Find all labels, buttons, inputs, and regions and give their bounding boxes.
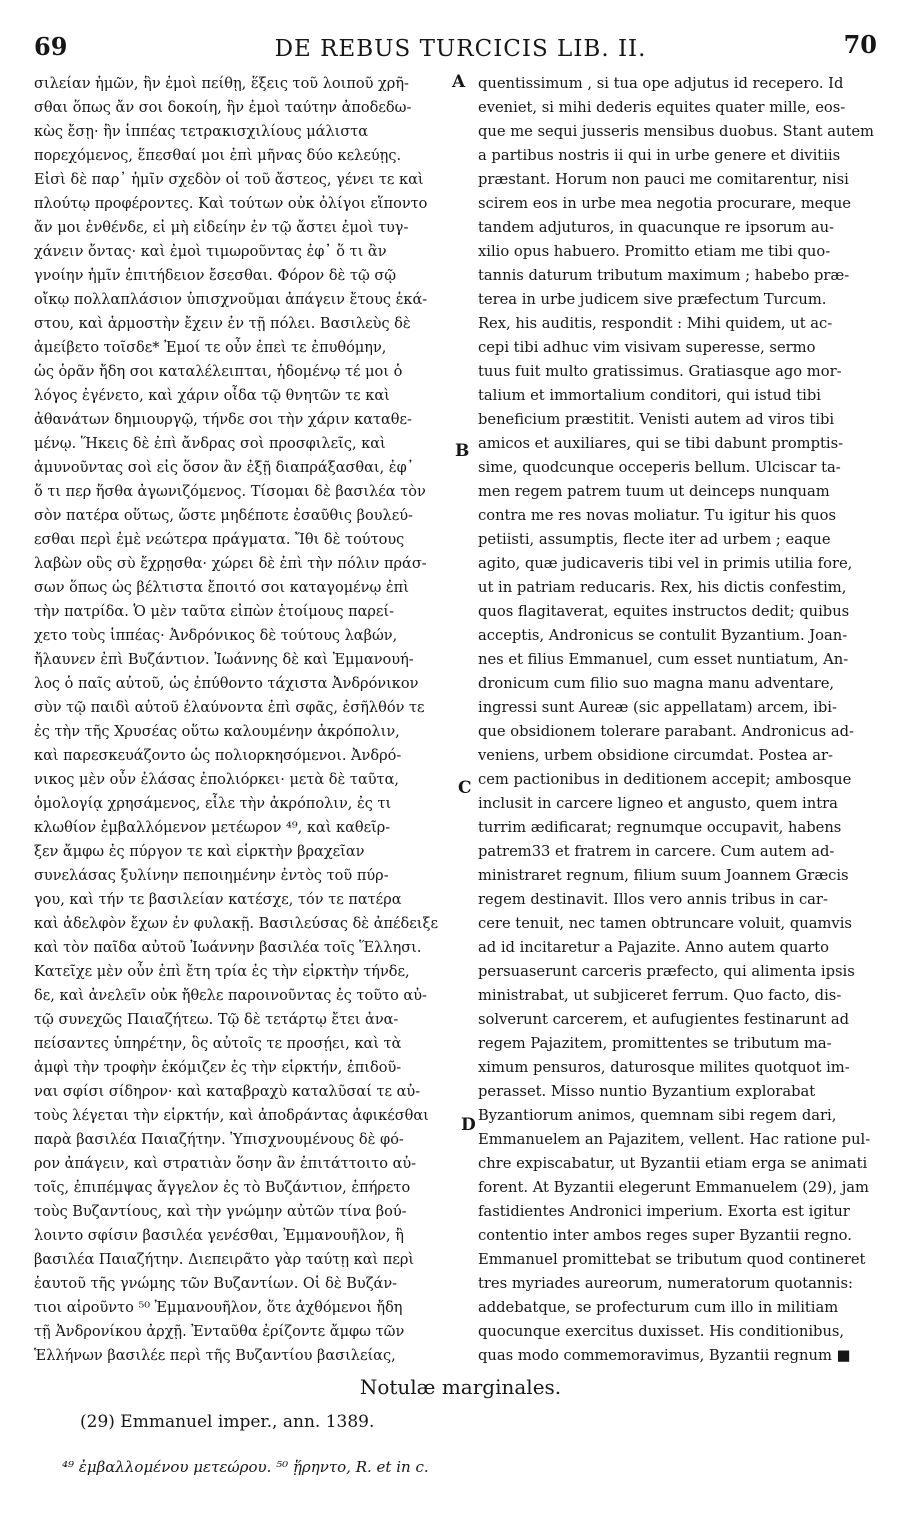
latin-text-line: beneficium præstitit. Venisti autem ad viros tibi	[478, 411, 835, 428]
section-marker-d: D	[461, 1115, 476, 1135]
latin-text-line: talium et immortalium conditori, qui istud tibi	[478, 387, 821, 404]
latin-text-line: perasset. Misso nuntio Byzantium explorabat	[478, 1083, 816, 1100]
latin-text-line: acceptis, Andronicus se contulit Byzantium. Joan-	[478, 627, 848, 644]
greek-text-line: οἴκῳ πολλαπλάσιον ὑπισχνοῦμαι ἀπάγειν ἔτους ἑκά-	[34, 292, 428, 308]
greek-text-line: σὸν πατέρα οὕτως, ὥστε μηδέποτε ἐσαῦθις βουλεύ-	[34, 508, 413, 524]
greek-text-line: τοὺς Βυζαντίους, καὶ τὴν γνώμην αὐτῶν τίνα βού-	[34, 1204, 407, 1220]
latin-text-line: Emmanuelem an Pajazitem, vellent. Hac ratione pul-	[478, 1131, 871, 1148]
latin-text-line: ingressi sunt Aureæ (sic appellatam) arcem, ibi-	[478, 699, 837, 716]
greek-text-line: τιοι αἱροῦντο ⁵⁰ Ἐμμανουῆλον, ὅτε ἀχθόμενοι ἤδη	[34, 1300, 403, 1316]
page-number-right: 70	[843, 30, 877, 59]
latin-text-line: quos flagitaverat, equites instructos dedit; quibus	[478, 603, 850, 620]
latin-text-line: scirem eos in urbe mea negotia procurare, meque	[478, 195, 851, 212]
greek-text-line: σιλείαν ἡμῶν, ἣν ἐμοὶ πείθῃ, ἕξεις τοῦ λοιποῦ χρῆ-	[34, 76, 409, 92]
page-number-left: 69	[34, 32, 68, 61]
latin-text-line: men regem patrem tuum ut deinceps nunquam	[478, 483, 830, 500]
latin-text-line: contra me res novas moliatur. Tu igitur his quos	[478, 507, 837, 524]
page-header	[0, 30, 921, 70]
latin-text-line: tandem adjuturos, in quacunque re ipsorum au-	[478, 219, 835, 236]
latin-text-line: fastidientes Andronici imperium. Exorta est igitur	[478, 1203, 850, 1220]
latin-text-line: addebatque, se profecturum cum illo in militiam	[478, 1299, 839, 1316]
section-marker-c: C	[458, 778, 472, 798]
latin-text-line: tres myriades aureorum, numeratorum quotannis:	[478, 1275, 853, 1292]
latin-text-line: Emmanuel promittebat se tributum quod contineret	[478, 1251, 866, 1268]
greek-text-line: λος ὁ παῖς αὐτοῦ, ὡς ἐπύθοντο τάχιστα Ἀνδρόνικον	[34, 676, 419, 692]
latin-text-line: xilio opus habuero. Promitto etiam me tibi quo-	[478, 243, 831, 260]
greek-text-line: νικος μὲν οὖν ἐλάσας ἐπολιόρκει· μετὰ δὲ ταῦτα,	[34, 772, 399, 788]
latin-text-line: sime, quodcunque occeperis bellum. Ulciscar ta-	[478, 459, 841, 476]
latin-text-line: ad id incitaretur a Pajazite. Anno autem quarto	[478, 939, 830, 956]
greek-text-line: δε, καὶ ἀνελεῖν οὐκ ἤθελε παροινοῦντας ἐς τοῦτο αὐ-	[34, 988, 427, 1004]
greek-text-line: ἐς τὴν τῆς Χρυσέας οὕτω καλουμένην ἀκρόπολιν,	[34, 724, 400, 740]
greek-text-line: ὅ τι περ ἥσθα ἀγωνιζόμενος. Τίσομαι δὲ βασιλέα τὸν	[34, 484, 426, 500]
greek-text-line: ρον ἀπάγειν, καὶ στρατιὰν ὅσην ἂν ἐπιτάττοιτο αὐ-	[34, 1156, 417, 1172]
latin-text-line: ministraret regnum, filium suum Joannem Græcis	[478, 867, 849, 884]
greek-footnote: ⁴⁹ ἐμβαλλομένου μετεώρου. ⁵⁰ ᾕρηντο, R. et in c.	[62, 1458, 429, 1476]
latin-text-line: quas modo commemoravimus, Byzantii regnum ■	[478, 1347, 851, 1364]
greek-text-line: τὴν πατρίδα. Ὁ μὲν ταῦτα εἰπὼν ἑτοίμους παρεί-	[34, 604, 395, 620]
latin-text-line: persuaserunt carceris præfecto, qui alimenta ipsis	[478, 963, 855, 980]
latin-text-line: cere tenuit, nec tamen obtruncare voluit, quamvis	[478, 915, 852, 932]
greek-text-line: Εἰσὶ δὲ παρ᾽ ἡμῖν σχεδὸν οἱ τοῦ ἄστεος, γένει τε καὶ	[34, 172, 424, 188]
greek-text-line: ξεν ἄμφω ἐς πύργον τε καὶ εἱρκτὴν βραχεῖαν	[34, 844, 365, 860]
latin-text-line: que me sequi jusseris mensibus duobus. Stant autem	[478, 123, 874, 140]
latin-text-column	[478, 72, 896, 1368]
latin-text-line: ximum pensuros, daturosque milites quotquot im-	[478, 1059, 850, 1076]
greek-text-line: πείσαντες ὑπηρέτην, ὃς αὐτοῖς τε προσῄει, καὶ τὰ	[34, 1036, 402, 1052]
greek-text-line: καὶ τὸν παῖδα αὐτοῦ Ἰωάννην βασιλέα τοῖς Ἕλλησι.	[34, 940, 422, 956]
greek-text-line: ὡς ὁρᾶν ἤδη σοι καταλέλειπται, ἡδομένῳ τέ μοι ὁ	[34, 364, 403, 380]
latin-text-line: nes et filius Emmanuel, cum esset nuntiatum, An-	[478, 651, 849, 668]
greek-text-line: ἑαυτοῦ τῆς γνώμης τῶν Βυζαντίων. Οἱ δὲ Βυζάν-	[34, 1276, 398, 1292]
greek-text-line: σὺν τῷ παιδὶ αὐτοῦ ἐλαύνοντα ἐπὶ σφᾶς, ἐσῆλθόν τε	[34, 700, 425, 716]
latin-text-line: regem destinavit. Illos vero annis tribus in car-	[478, 891, 828, 908]
greek-text-line: σων ὅπως ὡς βέλτιστα ἔποιτό σοι καταγομένῳ ἐπὶ	[34, 580, 409, 596]
greek-text-line: γνοίην ἡμῖν ἐπιτήδειον ἔσεσθαι. Φόρον δὲ τῷ σῷ	[34, 268, 397, 284]
latin-text-line: contentio inter ambos reges super Byzantii regno.	[478, 1227, 852, 1244]
latin-text-line: eveniet, si mihi dederis equites quater mille, eos-	[478, 99, 846, 116]
greek-text-line: τῇ Ἀνδρονίκου ἀρχῇ. Ἐνταῦθα ἐρίζοντε ἄμφω τῶν	[34, 1324, 405, 1340]
latin-text-line: quocunque exercitus duxisset. His conditionibus,	[478, 1323, 845, 1340]
latin-text-line: ut in patriam reducaris. Rex, his dictis confestim,	[478, 579, 847, 596]
latin-text-line: quentissimum , si tua ope adjutus id recepero. Id	[478, 75, 844, 92]
latin-text-line: inclusit in carcere ligneo et angusto, quem intra	[478, 795, 838, 812]
greek-text-line: καὶ ἀδελφὸν ἔχων ἐν φυλακῇ. Βασιλεύσας δὲ ἀπέδειξε	[34, 916, 438, 932]
greek-text-line: ἀμυνοῦντας σοὶ εἰς ὅσον ἂν ἐξῇ διαπράξασθαι, ἐφ᾽	[34, 460, 414, 476]
latin-text-line: amicos et auxiliares, qui se tibi dabunt promptis-	[478, 435, 844, 452]
latin-text-line: terea in urbe judicem sive præfectum Turcum.	[478, 291, 827, 308]
greek-text-line: γου, καὶ τήν τε βασιλείαν κατέσχε, τόν τε πατέρα	[34, 892, 402, 908]
latin-text-line: tannis daturum tributum maximum ; habebo præ-	[478, 267, 850, 284]
marginal-notes-heading: Notulæ marginales.	[359, 1375, 562, 1399]
greek-text-line: παρὰ βασιλέα Παιαζήτην. Ὑπισχνουμένους δὲ φό-	[34, 1132, 404, 1148]
greek-text-line: ἄν μοι ἐνθένδε, εἰ μὴ εἰδείην ἐν τῷ ἄστει ἐμοὶ τυγ-	[34, 220, 409, 236]
greek-text-line: μένῳ. Ἥκεις δὲ ἐπὶ ἄνδρας σοὶ προσφιλεῖς, καὶ	[34, 436, 386, 452]
greek-text-line: εσθαι περὶ ἐμὲ νεώτερα πράγματα. Ἴθι δὲ τούτους	[34, 532, 405, 548]
latin-text-line: que obsidionem tolerare parabant. Andronicus ad-	[478, 723, 854, 740]
latin-text-line: a partibus nostris ii qui in urbe genere et divitiis	[478, 147, 841, 164]
greek-text-line: τοῖς, ἐπιπέμψας ἄγγελον ἐς τὸ Βυζάντιον, ἐπήρετο	[34, 1180, 411, 1196]
latin-text-line: chre expiscabatur, ut Byzantii etiam erga se animati	[478, 1155, 868, 1172]
latin-footnote: (29) Emmanuel imper., ann. 1389.	[80, 1412, 375, 1432]
latin-text-line: præstant. Horum non pauci me comitarentur, nisi	[478, 171, 849, 188]
greek-text-line: στου, καὶ ἁρμοστὴν ἔχειν ἐν τῇ πόλει. Βασιλεὺς δὲ	[34, 316, 411, 332]
greek-text-line: ἤλαυνεν ἐπὶ Βυζάντιον. Ἰωάννης δὲ καὶ Ἐμμανουή-	[34, 652, 414, 668]
greek-text-line: Κατεῖχε μὲν οὖν ἐπὶ ἔτη τρία ἐς τὴν εἱρκτὴν τήνδε,	[34, 964, 410, 980]
greek-text-line: λαβὼν οὓς σὺ ἔχρῃσθα· χώρει δὲ ἐπὶ τὴν πόλιν πράσ-	[34, 556, 427, 572]
greek-text-line: πλούτῳ προφέροντες. Καὶ τούτων οὐκ ὀλίγοι εἵποντο	[34, 196, 428, 212]
latin-text-line: dronicum cum filio suo magna manu adventare,	[478, 675, 835, 692]
latin-text-line: Byzantiorum animos, quemnam sibi regem dari,	[478, 1107, 837, 1124]
greek-text-line: χετο τοὺς ἱππέας· Ἀνδρόνικος δὲ τούτους λαβών,	[34, 628, 398, 644]
greek-text-line: κλωθίον ἐμβαλλόμενον μετέωρον ⁴⁹, καὶ καθεῖρ-	[34, 820, 391, 836]
section-marker-b: B	[455, 441, 470, 461]
greek-text-line: ἀμείβετο τοῖσδε* Ἐμοί τε οὖν ἐπεὶ τε ἐπυθόμην,	[34, 340, 387, 356]
greek-text-line: λόγος ἐγένετο, καὶ χάριν οἶδα τῷ θνητῶν τε καὶ	[34, 388, 390, 404]
greek-text-line: κὼς ἔσῃ· ἢν ἱππέας τετρακισχιλίους μάλιστα	[34, 124, 369, 140]
latin-text-line: ministrabat, ut subjiceret ferrum. Quo facto, dis-	[478, 987, 842, 1004]
latin-text-line: cepi tibi adhuc vim visivam superesse, sermo	[478, 339, 816, 356]
latin-text-line: petiisti, assumptis, flecte iter ad urbem ; eaque	[478, 531, 831, 548]
latin-text-line: turrim ædificarat; regnumque occupavit, habens	[478, 819, 842, 836]
greek-text-line: ναι σφίσι σίδηρον· καὶ καταβραχὺ καταλῦσαί τε αὐ-	[34, 1084, 421, 1100]
greek-text-line: λοιντο σφίσιν βασιλέα γενέσθαι, Ἐμμανουῆλον, ἢ	[34, 1228, 404, 1244]
greek-text-line: βασιλέα Παιαζήτην. Διεπειρᾶτο γὰρ ταύτῃ καὶ περὶ	[34, 1252, 415, 1268]
latin-text-line: tuus fuit multo gratissimus. Gratiasque ago mor-	[478, 363, 842, 380]
greek-text-line: Ἑλλήνων βασιλέε περὶ τῆς Βυζαντίου βασιλείας,	[34, 1348, 396, 1364]
greek-text-line: τῷ συνεχῶς Παιαζήτεω. Τῷ δὲ τετάρτῳ ἔτει ἀνα-	[34, 1012, 399, 1028]
greek-text-column	[34, 72, 454, 1368]
greek-text-line: ἀμφὶ τὴν τροφὴν ἐκόμιζεν ἐς τὴν εἱρκτήν, ἐπιδοῦ-	[34, 1060, 402, 1076]
greek-text-line: συνελάσας ξυλίνην πεποιημένην ἐντὸς τοῦ πύρ-	[34, 868, 389, 884]
running-title: DE REBUS TURCICIS LIB. II.	[274, 36, 647, 62]
latin-text-line: agito, quæ judicaveris tibi vel in primis utilia fore,	[478, 555, 853, 572]
greek-text-line: καὶ παρεσκευάζοντο ὡς πολιορκησόμενοι. Ἀνδρό-	[34, 748, 402, 764]
greek-text-line: πορεχόμενος, ἕπεσθαί μοι ἐπὶ μῆνας δύο κελεύῃς.	[34, 148, 402, 164]
latin-text-line: cem pactionibus in deditionem accepit; ambosque	[478, 771, 852, 788]
section-marker-a: A	[452, 72, 466, 92]
greek-text-line: χάνειν ὄντας· καὶ ἐμοὶ τιμωροῦντας ἐφ᾽ ὅ τι ἂν	[34, 244, 387, 260]
greek-text-line: ἀθανάτων δημιουργῷ, τήνδε σοι τὴν χάριν καταθε-	[34, 412, 412, 428]
greek-text-line: ὁμολογίᾳ χρησάμενος, εἷλε τὴν ἀκρόπολιν, ἐς τι	[34, 796, 392, 812]
greek-text-line: τοὺς λέγεται τὴν εἱρκτήν, καὶ ἀποδράντας ἀφικέσθαι	[34, 1108, 429, 1124]
latin-text-line: patrem33 et fratrem in carcere. Cum autem ad-	[478, 843, 835, 860]
latin-text-line: solverunt carcerem, et aufugientes festinarunt ad	[478, 1011, 850, 1028]
greek-text-line: σθαι ὅπως ἄν σοι δοκοίη, ἣν ἐμοὶ ταύτην ἀποδεδω-	[34, 100, 412, 116]
latin-text-line: Rex, his auditis, respondit : Mihi quidem, ut ac-	[478, 315, 833, 332]
latin-text-line: veniens, urbem obsidione circumdat. Postea ar-	[478, 747, 833, 764]
latin-text-line: regem Pajazitem, promittentes se tributum ma-	[478, 1035, 832, 1052]
latin-text-line: forent. At Byzantii elegerunt Emmanuelem (29), jam	[478, 1179, 869, 1196]
